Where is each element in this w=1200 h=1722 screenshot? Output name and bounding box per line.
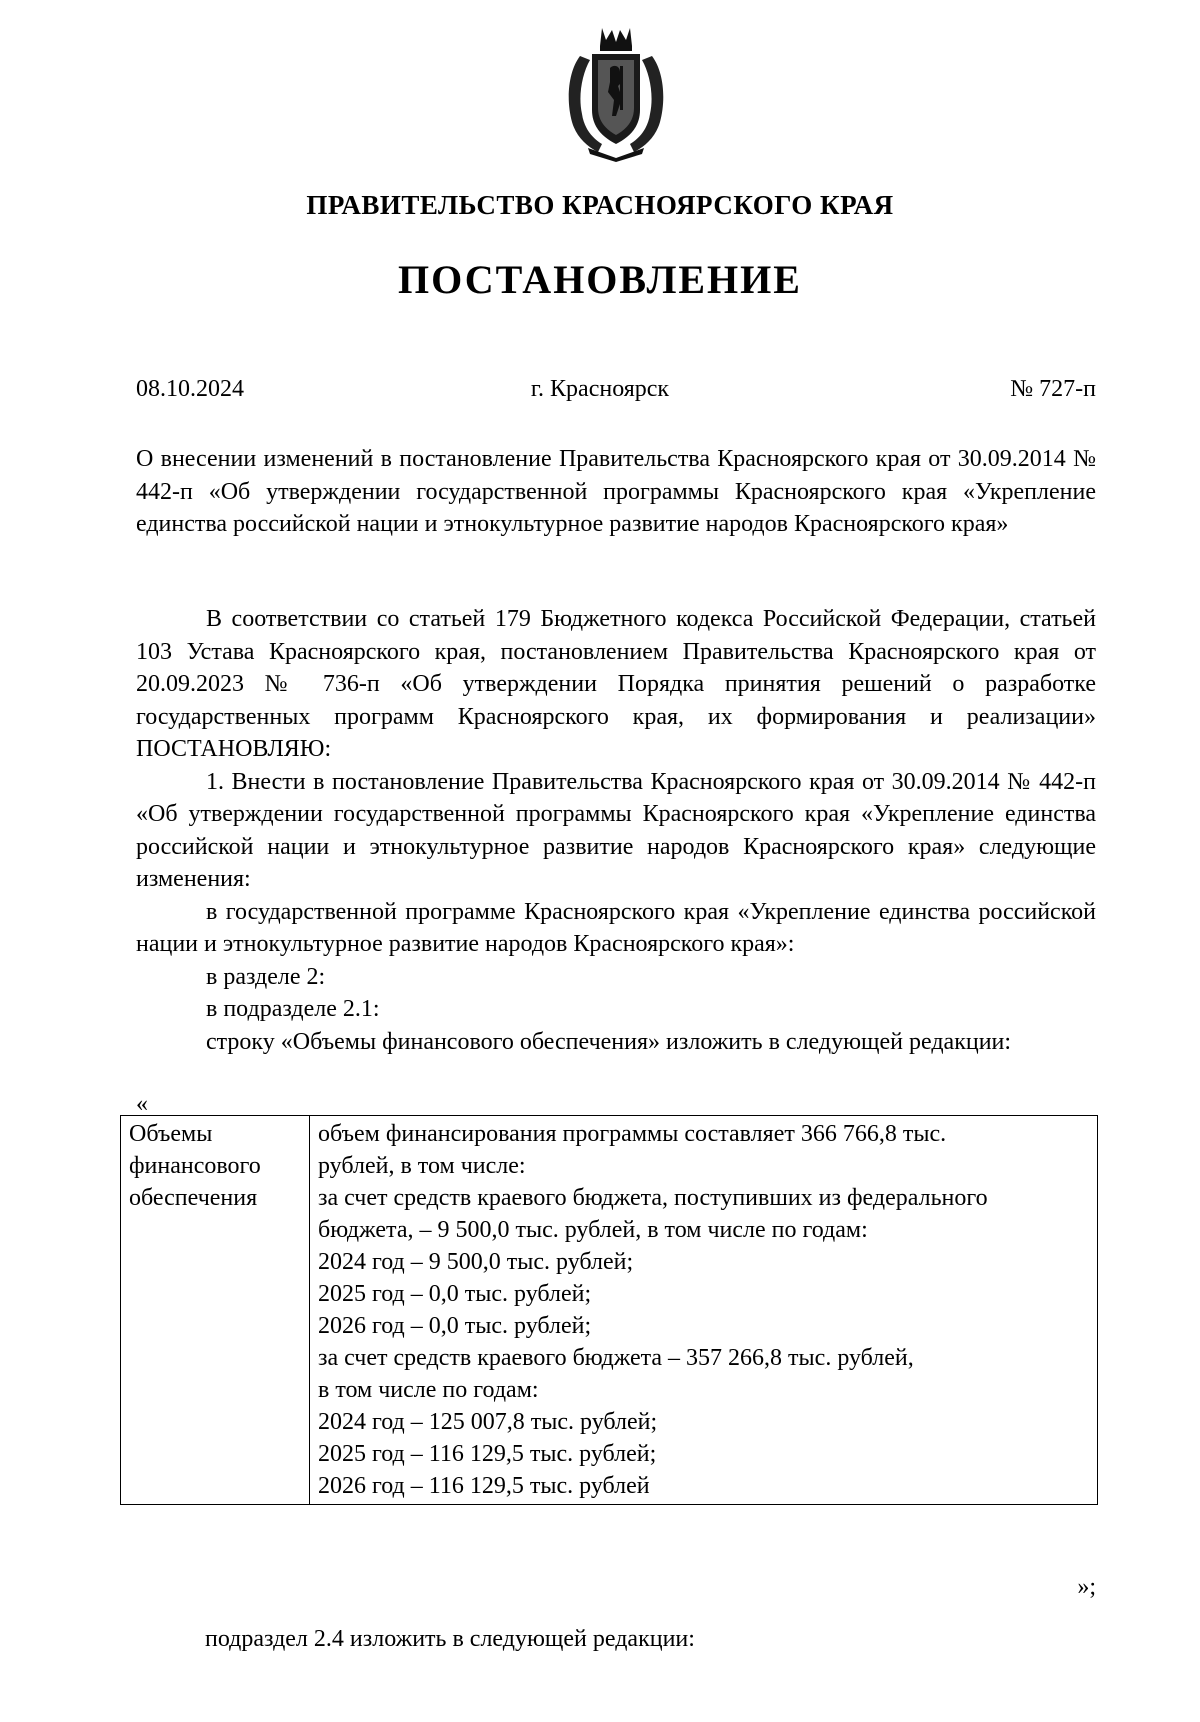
body-paragraph: 1. Внести в постановление Правительства Красноярского края от 30.09.2014 № 442-п «Об утверждении государственной программы Красноярского края «Укрепление единства российской нации и этнокультурное развитие народов Красноярского края» следующие изменения: bbox=[136, 768, 1096, 892]
document-date: 08.10.2024 bbox=[136, 376, 244, 402]
table-close-quote: »; bbox=[1077, 1574, 1096, 1600]
body-paragraph: в разделе 2: bbox=[206, 963, 326, 990]
value-line: за счет средств краевого бюджета, поступивших из федерального bbox=[318, 1185, 988, 1211]
value-line: 2024 год – 9 500,0 тыс. рублей; bbox=[318, 1249, 634, 1275]
last-line: подраздел 2.4 изложить в следующей редакции: bbox=[205, 1626, 695, 1652]
financing-label-cell bbox=[121, 1116, 310, 1505]
label-line: финансового bbox=[129, 1153, 261, 1179]
document-subject: О внесении изменений в постановление Правительства Красноярского края от 30.09.2014 № 442-п «Об утверждении государственной программы Красноярского края «Укрепление единства российской нации и этнокультурное развитие народов Красноярского края» bbox=[136, 446, 1096, 537]
value-line: 2026 год – 116 129,5 тыс. рублей bbox=[318, 1473, 650, 1499]
body-paragraph: в подразделе 2.1: bbox=[206, 996, 380, 1022]
organization-title: ПРАВИТЕЛЬСТВО КРАСНОЯРСКОГО КРАЯ bbox=[306, 190, 894, 220]
value-line: в том числе по годам: bbox=[318, 1377, 539, 1403]
label-line: Объемы bbox=[129, 1121, 213, 1147]
value-line: объем финансирования программы составляет 366 766,8 тыс. bbox=[318, 1121, 947, 1147]
value-line: 2025 год – 0,0 тыс. рублей; bbox=[318, 1281, 592, 1307]
document-city: г. Красноярск bbox=[530, 376, 670, 402]
value-line: бюджета, – 9 500,0 тыс. рублей, в том числе по годам: bbox=[318, 1217, 868, 1243]
document-type-title: ПОСТАНОВЛЕНИЕ bbox=[398, 257, 802, 302]
value-line: за счет средств краевого бюджета – 357 266,8 тыс. рублей, bbox=[318, 1345, 914, 1371]
value-line: рублей, в том числе: bbox=[318, 1153, 526, 1179]
financing-table bbox=[120, 1115, 1098, 1505]
table-open-quote: « bbox=[136, 1091, 148, 1117]
coat-of-arms-emblem bbox=[562, 22, 670, 162]
document-number: № 727-п bbox=[1010, 376, 1096, 402]
body-paragraph: строку «Объемы финансового обеспечения» изложить в следующей редакции: bbox=[206, 1028, 1012, 1055]
value-line: 2026 год – 0,0 тыс. рублей; bbox=[318, 1313, 592, 1339]
label-line: обеспечения bbox=[129, 1185, 258, 1211]
body-paragraph: в государственной программе Красноярского края «Укрепление единства российской нации и этнокультурное развитие народов Красноярского края»: bbox=[136, 898, 1096, 957]
financing-value-cell bbox=[310, 1116, 1098, 1505]
value-line: 2024 год – 125 007,8 тыс. рублей; bbox=[318, 1409, 658, 1435]
body-paragraph: В соответствии со статьей 179 Бюджетного кодекса Российской Федерации, статьей 103 Устава Красноярского края, постановлением Правительства Красноярского края от 20.09.2023 № 736-п «Об утверждении Порядка принятия решений о разработке государственных программ Красноярского края, их формирования и реализации» ПОСТАНОВЛЯЮ: bbox=[136, 606, 1096, 762]
value-line: 2025 год – 116 129,5 тыс. рублей; bbox=[318, 1441, 657, 1467]
table-row bbox=[121, 1116, 1098, 1505]
document-body bbox=[136, 603, 1096, 1058]
